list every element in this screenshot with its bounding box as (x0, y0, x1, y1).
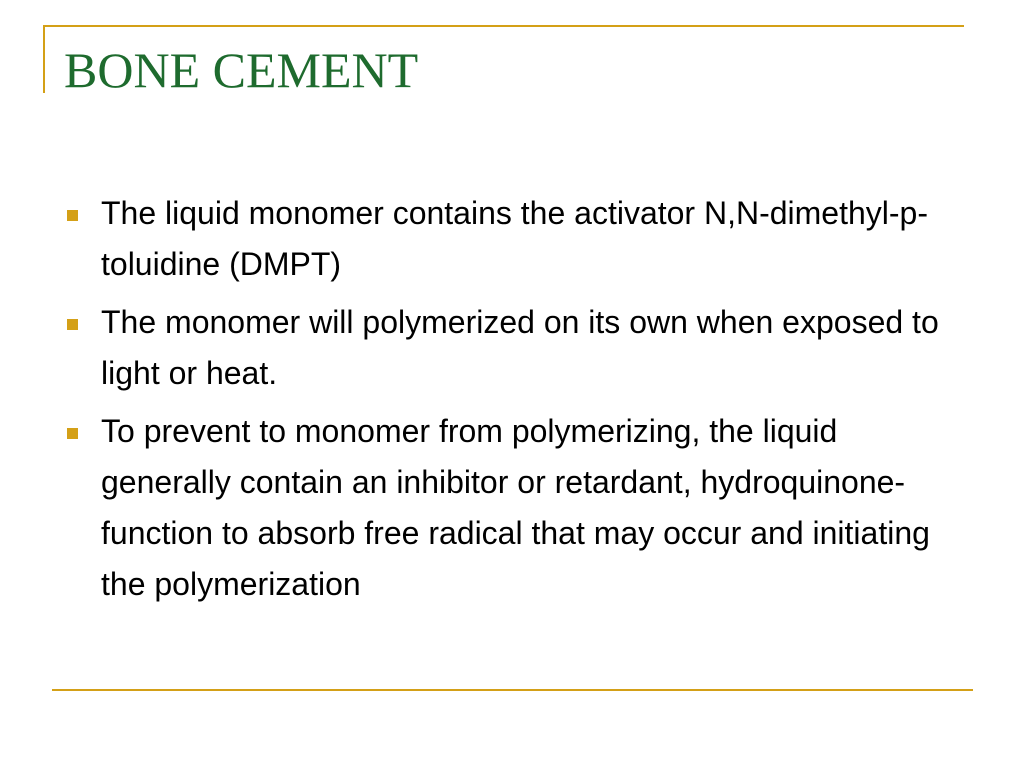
square-bullet-icon (67, 428, 78, 439)
bullet-text: To prevent to monomer from polymerizing, the liquid generally contain an inhibitor or retardant, hydroquinone- function to absorb free radical that may occur and initiating the polymerization (101, 413, 930, 602)
bullet-text: The liquid monomer contains the activator N,N-dimethyl-p-toluidine (DMPT) (101, 195, 928, 282)
frame-top-rule (43, 25, 964, 27)
square-bullet-icon (67, 319, 78, 330)
bullet-list (64, 188, 964, 617)
bullet-item (64, 297, 964, 399)
slide-title: BONE CEMENT (64, 42, 419, 98)
bullet-text: The monomer will polymerized on its own when exposed to light or heat. (101, 304, 939, 391)
square-bullet-icon (67, 210, 78, 221)
bullet-item (64, 406, 964, 610)
bullet-item (64, 188, 964, 290)
frame-bottom-rule (52, 689, 973, 691)
frame-left-rule (43, 25, 45, 93)
